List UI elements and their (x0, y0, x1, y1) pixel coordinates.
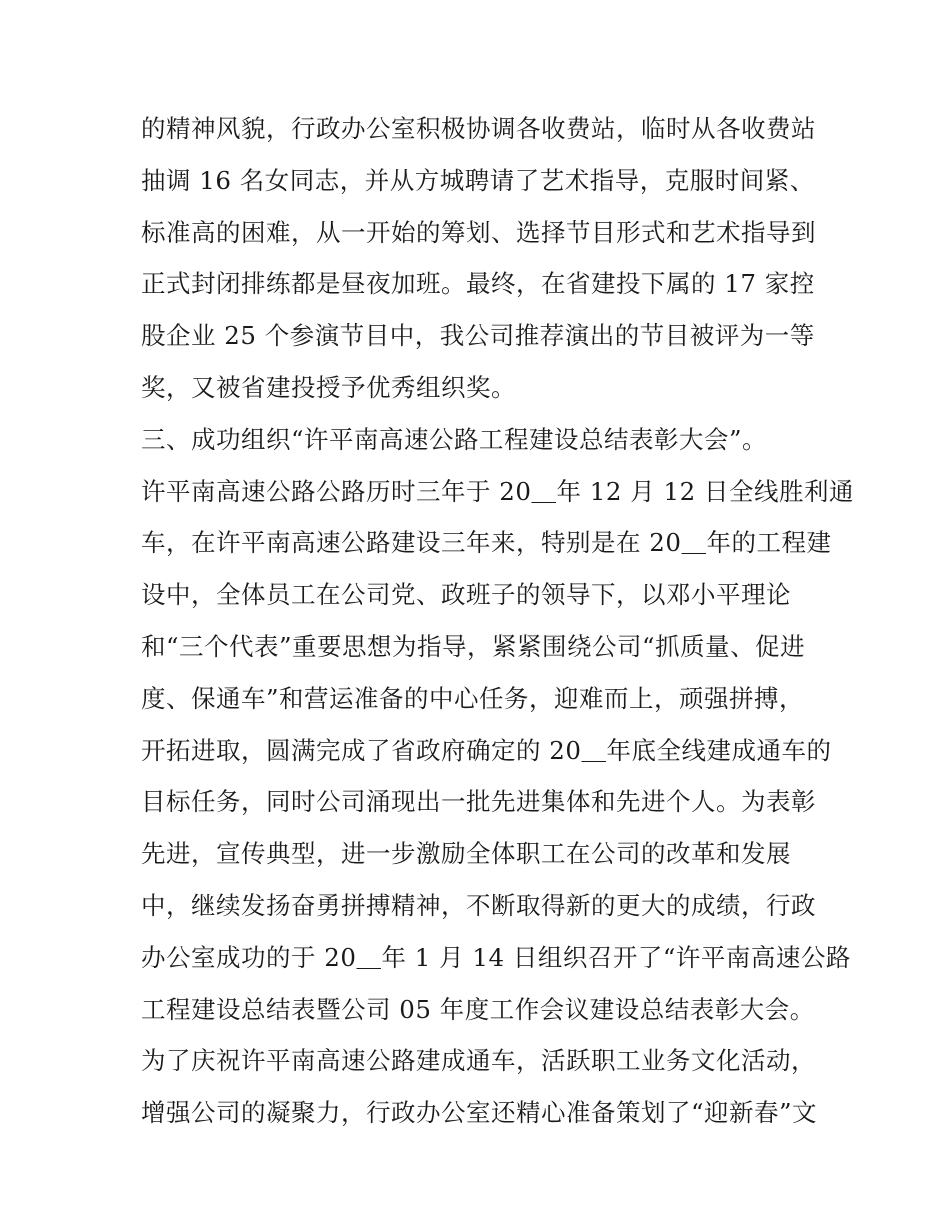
text-line: 的精神风貌，行政办公室积极协调各收费站，临时从各收费站 (141, 114, 816, 143)
body-text (141, 103, 854, 1139)
text-line: 车，在许平南高速公路建设三年来，特别是在 20＿年的工程建 (141, 528, 832, 558)
text-line: 正式封闭排练都是昼夜加班。最终，在省建投下属的 17 家控 (141, 269, 815, 299)
text-line: 度、保通车”和营运准备的中心任务，迎难而上，顽强拼搏， (141, 683, 805, 713)
text-line: 办公室成功的于 20＿年 1 月 14 日组织召开了“许平南高速公路 (141, 942, 851, 972)
text-line: 和“三个代表”重要思想为指导，紧紧围绕公司“抓质量、促进 (141, 631, 806, 661)
text-line: 抽调 16 名女同志，并从方城聘请了艺术指导，克服时间紧、 (141, 165, 815, 195)
text-line: 先进，宣传典型，进一步激励全体职工在公司的改革和发展 (141, 839, 791, 869)
section-heading: 三、成功组织“许平南高速公路工程建设总结表彰大会”。 (141, 424, 768, 454)
text-line: 许平南高速公路公路历时三年于 20＿年 12 月 12 日全线胜利通 (141, 476, 854, 506)
text-line: 增强公司的凝聚力，行政办公室还精心准备策划了“迎新春”文 (141, 1098, 818, 1128)
text-line: 中，继续发扬奋勇拼搏精神，不断取得新的更大的成绩，行政 (141, 890, 816, 920)
text-line: 工程建设总结表暨公司 05 年度工作会议建设总结表彰大会。 (141, 994, 815, 1024)
text-line: 股企业 25 个参演节目中，我公司推荐演出的节目被评为一等 (141, 321, 815, 351)
text-line: 奖，又被省建投授予优秀组织奖。 (141, 372, 516, 402)
text-line: 开拓进取，圆满完成了省政府确定的 20＿年底全线建成通车的 (141, 735, 832, 765)
text-line: 设中，全体员工在公司党、政班子的领导下，以邓小平理论 (141, 580, 791, 610)
text-line: 为了庆祝许平南高速公路建成通车，活跃职工业务文化活动， (141, 1046, 816, 1076)
text-line: 目标任务，同时公司涌现出一批先进集体和先进个人。为表彰 (141, 787, 816, 817)
text-line: 标准高的困难，从一开始的筹划、选择节目形式和艺术指导到 (141, 217, 816, 247)
